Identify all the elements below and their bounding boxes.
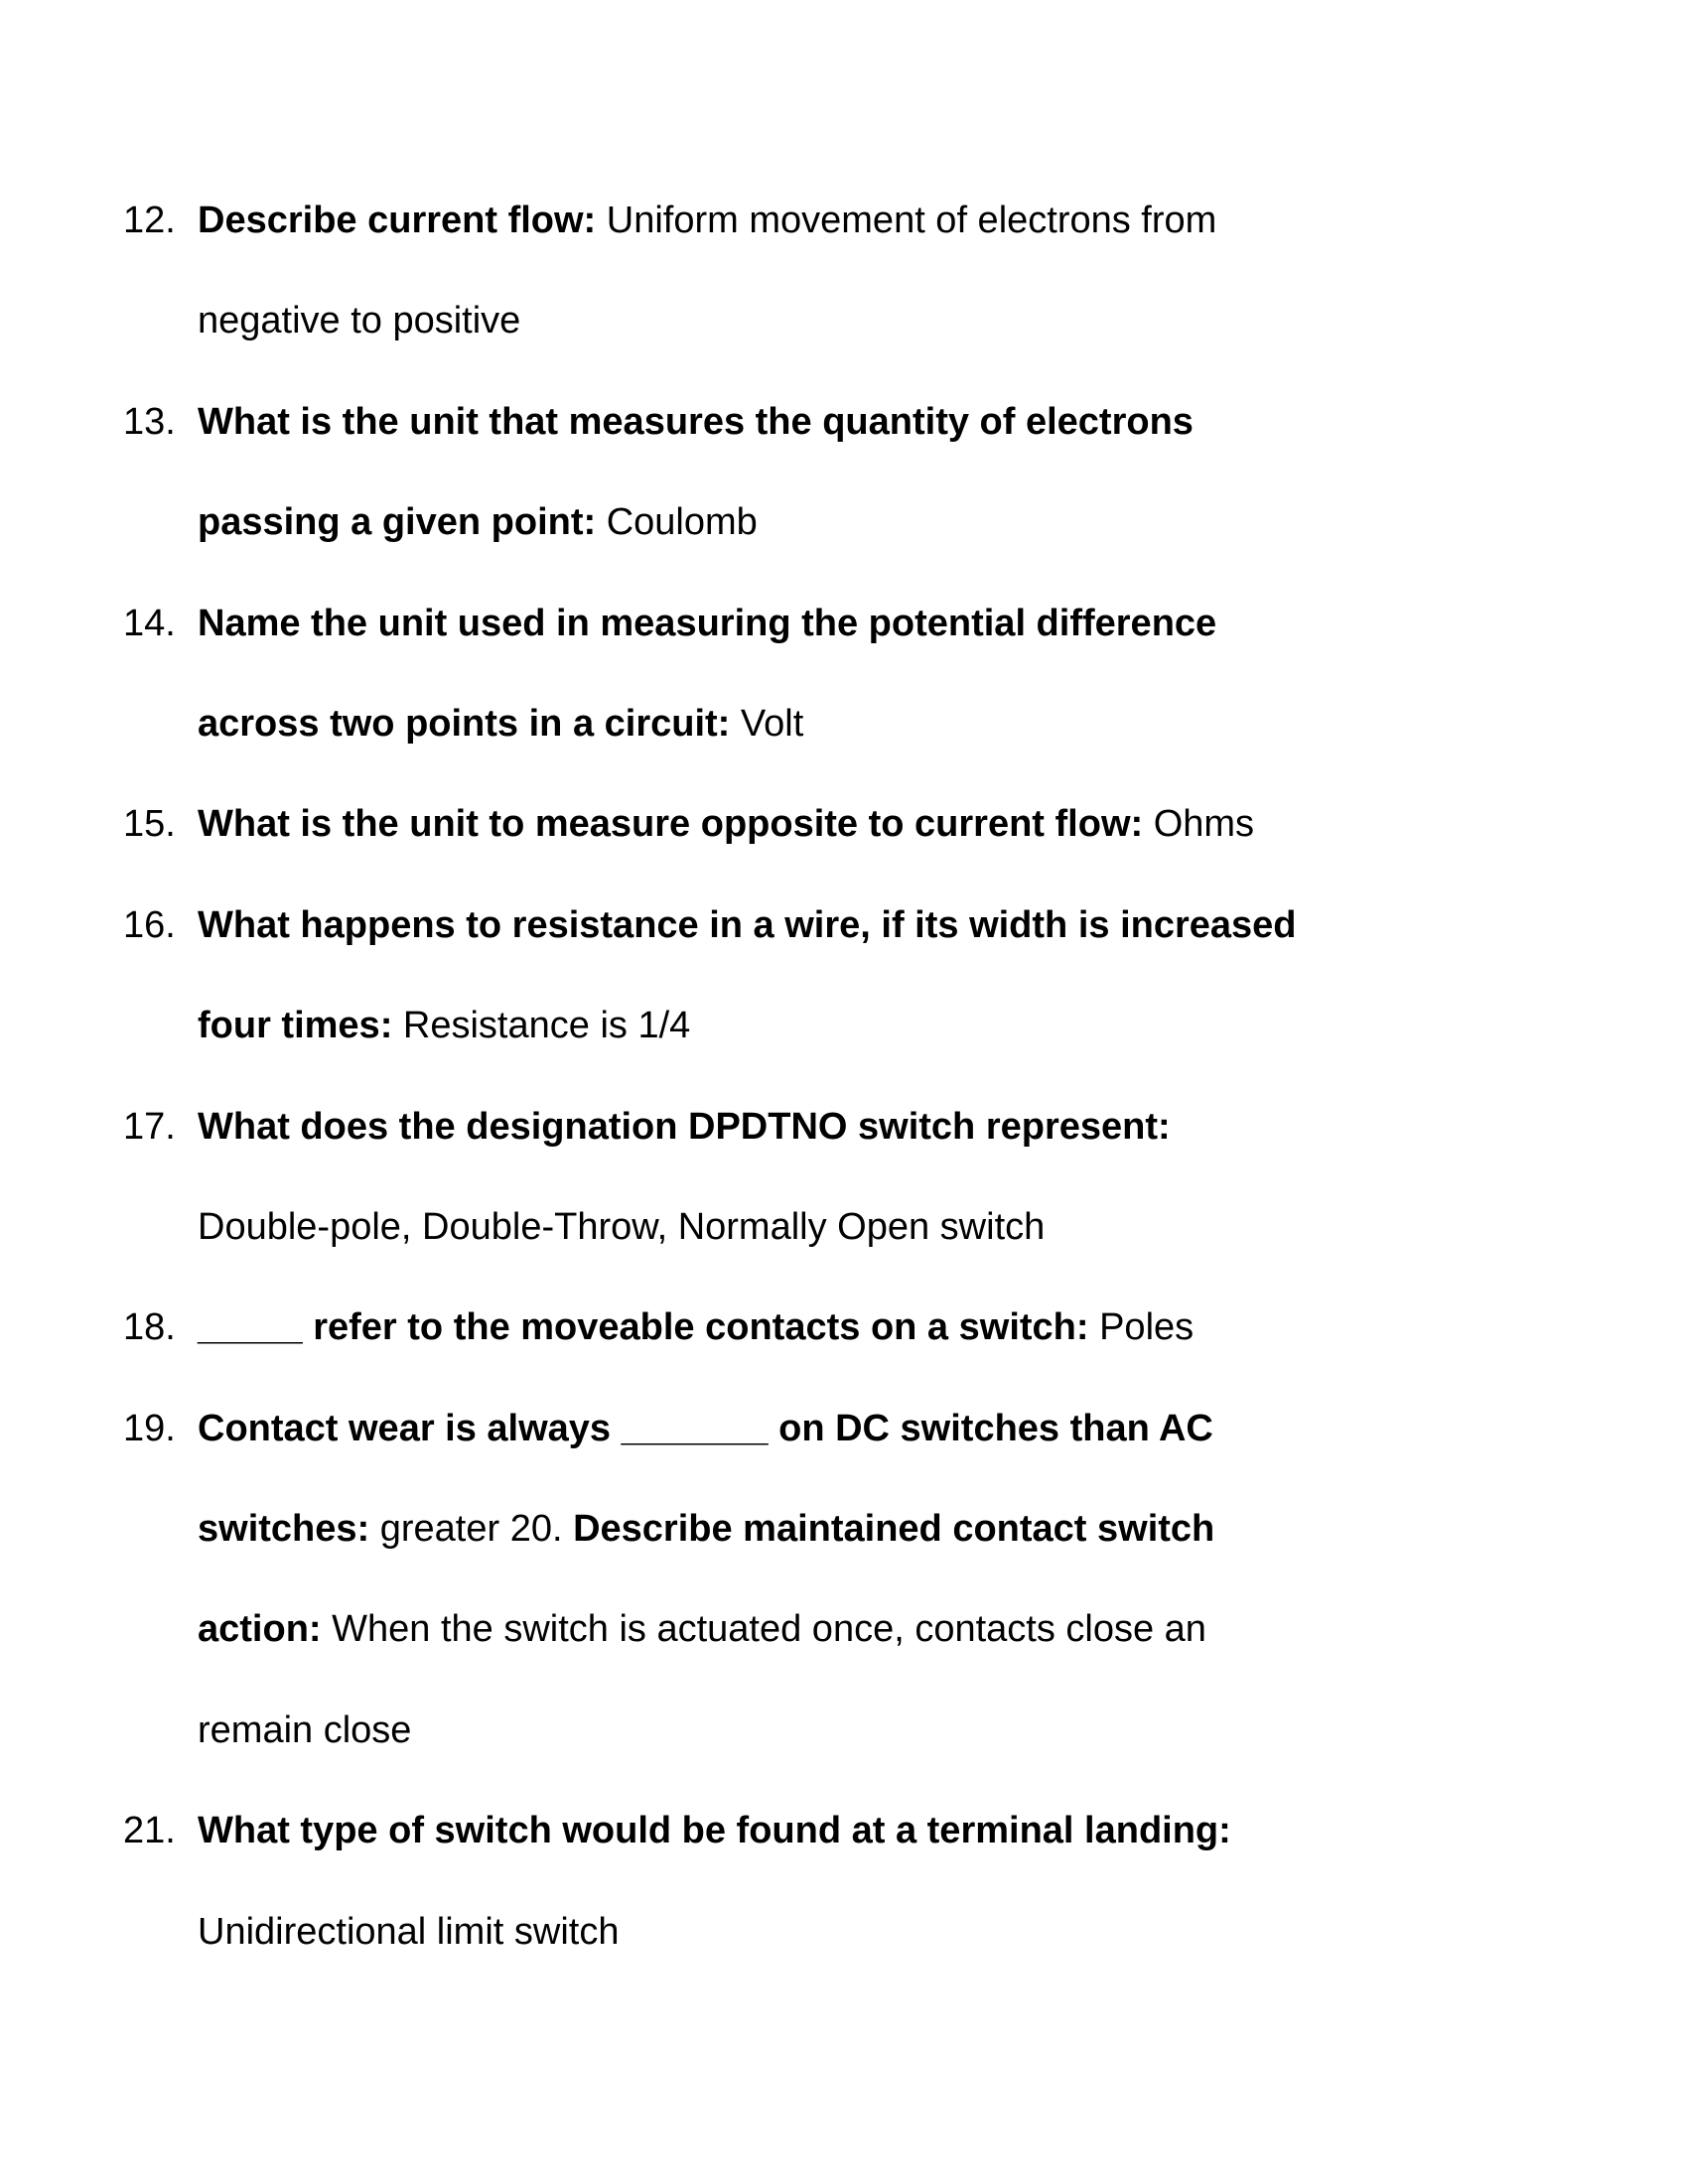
line-text <box>198 1882 619 1982</box>
question-number: 12. <box>123 200 176 241</box>
line-text <box>198 674 803 774</box>
question-text: What does the designation DPDTNO switch represent: <box>198 1105 1171 1148</box>
continuation-line <box>0 1479 1688 1579</box>
question-line <box>0 171 1688 271</box>
question-text: across two points in a circuit: <box>198 702 731 745</box>
question-text: What is the unit that measures the quantity of electrons <box>198 400 1194 443</box>
answer-text: Resistance is 1/4 <box>392 1005 691 1047</box>
question-number: 21. <box>123 1810 176 1852</box>
continuation-line <box>0 674 1688 774</box>
answer-text: Ohms <box>1143 803 1255 846</box>
continuation-line <box>0 1681 1688 1781</box>
question-number: 16. <box>123 903 176 946</box>
line-text <box>198 976 690 1076</box>
answer-text: Poles <box>1088 1306 1195 1349</box>
question-line <box>0 876 1688 976</box>
line-text <box>198 1379 1213 1479</box>
line-text <box>198 372 1194 473</box>
question-line <box>0 372 1688 473</box>
question-line <box>0 1278 1688 1378</box>
question-number: 14. <box>123 602 176 644</box>
continuation-line <box>0 1579 1688 1680</box>
line-text <box>198 171 1216 271</box>
line-text <box>198 1579 1206 1680</box>
question-text: What happens to resistance in a wire, if its width is increased <box>198 903 1297 946</box>
line-text <box>198 1278 1194 1378</box>
answer-text: greater 20. <box>369 1508 574 1551</box>
question-line <box>0 1781 1688 1881</box>
question-text: What type of switch would be found at a terminal landing: <box>198 1810 1231 1852</box>
line-text <box>198 473 758 573</box>
question-line <box>0 774 1688 875</box>
line-text <box>198 1177 1045 1278</box>
question-text: Name the unit used in measuring the potential difference <box>198 602 1217 644</box>
question-number: 15. <box>123 803 176 846</box>
question-text: What is the unit to measure opposite to current flow: <box>198 803 1144 846</box>
answer-text: Uniform movement of electrons from <box>596 200 1217 241</box>
answer-text: Unidirectional limit switch <box>198 1910 620 1953</box>
line-text <box>198 1681 411 1781</box>
question-text: Contact wear is always _______ on DC switches than AC <box>198 1407 1213 1449</box>
question-text: Describe current flow: <box>198 200 597 241</box>
question-text: passing a given point: <box>198 501 597 544</box>
continuation-line <box>0 1177 1688 1278</box>
question-number: 18. <box>123 1306 176 1349</box>
line-text <box>198 574 1216 674</box>
line-text <box>198 876 1297 976</box>
answer-text: remain close <box>198 1708 412 1751</box>
question-text: Describe maintained contact switch <box>573 1508 1215 1551</box>
question-line <box>0 1379 1688 1479</box>
answer-text: Volt <box>730 702 804 745</box>
continuation-line <box>0 1882 1688 1982</box>
continuation-line <box>0 473 1688 573</box>
line-text <box>198 271 520 371</box>
question-number: 13. <box>123 400 176 443</box>
continuation-line <box>0 976 1688 1076</box>
question-text: four times: <box>198 1005 393 1047</box>
question-list <box>0 171 1688 1982</box>
question-text: _____ refer to the moveable contacts on a switch: <box>198 1306 1089 1349</box>
answer-text: Coulomb <box>596 501 758 544</box>
question-line <box>0 574 1688 674</box>
line-text <box>198 1479 1214 1579</box>
question-line <box>0 1077 1688 1177</box>
answer-text: When the switch is actuated once, contacts close an <box>321 1608 1206 1651</box>
answer-text: Double-pole, Double-Throw, Normally Open switch <box>198 1205 1046 1248</box>
line-text <box>198 1781 1231 1881</box>
question-text: action: <box>198 1608 322 1651</box>
line-text <box>198 1077 1171 1177</box>
question-number: 19. <box>123 1407 176 1449</box>
answer-text: negative to positive <box>198 300 521 342</box>
continuation-line <box>0 271 1688 371</box>
line-text <box>198 774 1254 875</box>
question-number: 17. <box>123 1105 176 1148</box>
question-text: switches: <box>198 1508 370 1551</box>
